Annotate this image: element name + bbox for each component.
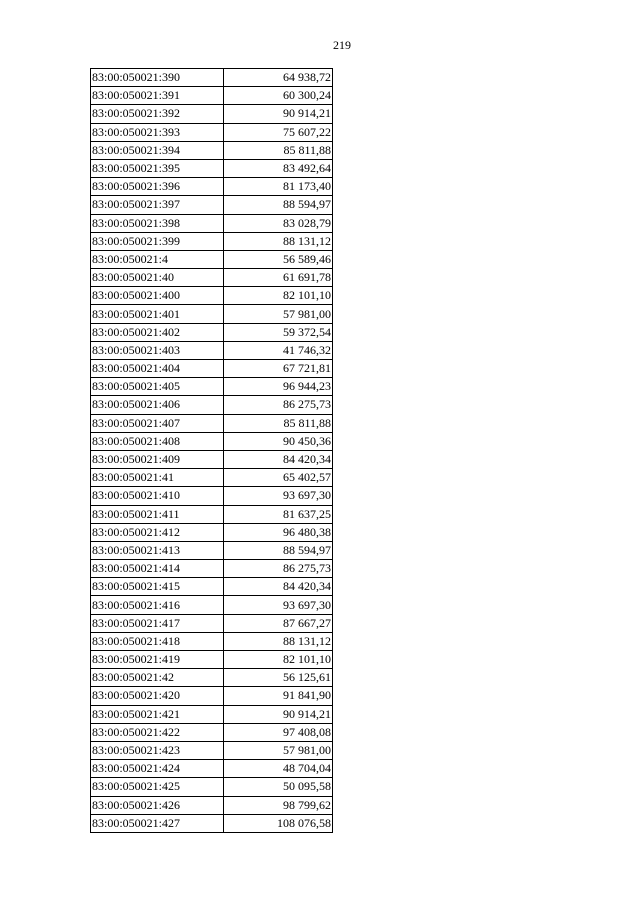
table-row bbox=[91, 632, 333, 650]
cadastral-number-cell: 83:00:050021:414 bbox=[91, 560, 224, 578]
cadastral-number-cell: 83:00:050021:402 bbox=[91, 323, 224, 341]
table-row bbox=[91, 232, 333, 250]
cadastral-value-cell: 96 944,23 bbox=[224, 378, 333, 396]
cadastral-value-cell: 81 173,40 bbox=[224, 178, 333, 196]
cadastral-value-cell: 61 691,78 bbox=[224, 269, 333, 287]
cadastral-value-cell: 86 275,73 bbox=[224, 560, 333, 578]
table-row bbox=[91, 287, 333, 305]
cadastral-number-cell: 83:00:050021:409 bbox=[91, 450, 224, 468]
cadastral-number-cell: 83:00:050021:427 bbox=[91, 814, 224, 832]
cadastral-value-cell: 97 408,08 bbox=[224, 723, 333, 741]
cadastral-number-cell: 83:00:050021:410 bbox=[91, 487, 224, 505]
table-row bbox=[91, 723, 333, 741]
table-row bbox=[91, 450, 333, 468]
cadastral-value-cell: 81 637,25 bbox=[224, 505, 333, 523]
table-row bbox=[91, 414, 333, 432]
cadastral-number-cell: 83:00:050021:412 bbox=[91, 523, 224, 541]
table-row bbox=[91, 305, 333, 323]
cadastral-number-cell: 83:00:050021:40 bbox=[91, 269, 224, 287]
cadastral-number-cell: 83:00:050021:411 bbox=[91, 505, 224, 523]
cadastral-value-cell: 88 594,97 bbox=[224, 541, 333, 559]
cadastral-value-cell: 91 841,90 bbox=[224, 687, 333, 705]
table-row bbox=[91, 141, 333, 159]
cadastral-number-cell: 83:00:050021:415 bbox=[91, 578, 224, 596]
cadastral-value-cell: 98 799,62 bbox=[224, 796, 333, 814]
table-row bbox=[91, 105, 333, 123]
cadastral-number-cell: 83:00:050021:426 bbox=[91, 796, 224, 814]
page-number: 219 bbox=[333, 38, 351, 52]
table-row bbox=[91, 396, 333, 414]
cadastral-value-cell: 50 095,58 bbox=[224, 778, 333, 796]
cadastral-value-cell: 82 101,10 bbox=[224, 287, 333, 305]
table-row bbox=[91, 196, 333, 214]
table-row bbox=[91, 487, 333, 505]
cadastral-number-cell: 83:00:050021:42 bbox=[91, 669, 224, 687]
table-body bbox=[91, 69, 333, 833]
table-row bbox=[91, 178, 333, 196]
cadastral-value-table bbox=[90, 68, 333, 833]
cadastral-value-cell: 90 914,21 bbox=[224, 105, 333, 123]
cadastral-value-cell: 86 275,73 bbox=[224, 396, 333, 414]
cadastral-number-cell: 83:00:050021:394 bbox=[91, 141, 224, 159]
cadastral-value-cell: 84 420,34 bbox=[224, 450, 333, 468]
cadastral-number-cell: 83:00:050021:416 bbox=[91, 596, 224, 614]
table-row bbox=[91, 214, 333, 232]
cadastral-number-cell: 83:00:050021:404 bbox=[91, 360, 224, 378]
cadastral-number-cell: 83:00:050021:425 bbox=[91, 778, 224, 796]
cadastral-number-cell: 83:00:050021:403 bbox=[91, 341, 224, 359]
cadastral-number-cell: 83:00:050021:417 bbox=[91, 614, 224, 632]
cadastral-value-cell: 75 607,22 bbox=[224, 123, 333, 141]
table-row bbox=[91, 741, 333, 759]
cadastral-value-cell: 57 981,00 bbox=[224, 741, 333, 759]
cadastral-number-cell: 83:00:050021:423 bbox=[91, 741, 224, 759]
cadastral-value-cell: 67 721,81 bbox=[224, 360, 333, 378]
cadastral-value-cell: 96 480,38 bbox=[224, 523, 333, 541]
cadastral-number-cell: 83:00:050021:406 bbox=[91, 396, 224, 414]
cadastral-number-cell: 83:00:050021:390 bbox=[91, 69, 224, 87]
cadastral-number-cell: 83:00:050021:408 bbox=[91, 432, 224, 450]
cadastral-value-cell: 83 492,64 bbox=[224, 159, 333, 177]
cadastral-value-cell: 60 300,24 bbox=[224, 87, 333, 105]
cadastral-number-cell: 83:00:050021:393 bbox=[91, 123, 224, 141]
cadastral-value-cell: 93 697,30 bbox=[224, 487, 333, 505]
table-row bbox=[91, 814, 333, 832]
cadastral-number-cell: 83:00:050021:421 bbox=[91, 705, 224, 723]
table-row bbox=[91, 123, 333, 141]
cadastral-value-cell: 41 746,32 bbox=[224, 341, 333, 359]
table-row bbox=[91, 760, 333, 778]
cadastral-value-cell: 82 101,10 bbox=[224, 651, 333, 669]
table-row bbox=[91, 705, 333, 723]
cadastral-number-cell: 83:00:050021:419 bbox=[91, 651, 224, 669]
table-row bbox=[91, 560, 333, 578]
cadastral-number-cell: 83:00:050021:396 bbox=[91, 178, 224, 196]
table-row bbox=[91, 69, 333, 87]
table-row bbox=[91, 360, 333, 378]
cadastral-value-cell: 88 131,12 bbox=[224, 232, 333, 250]
table-row bbox=[91, 614, 333, 632]
cadastral-value-cell: 87 667,27 bbox=[224, 614, 333, 632]
cadastral-value-cell: 84 420,34 bbox=[224, 578, 333, 596]
cadastral-value-cell: 93 697,30 bbox=[224, 596, 333, 614]
cadastral-number-cell: 83:00:050021:395 bbox=[91, 159, 224, 177]
cadastral-number-cell: 83:00:050021:392 bbox=[91, 105, 224, 123]
table-row bbox=[91, 578, 333, 596]
cadastral-number-cell: 83:00:050021:407 bbox=[91, 414, 224, 432]
table-row bbox=[91, 159, 333, 177]
cadastral-value-cell: 59 372,54 bbox=[224, 323, 333, 341]
cadastral-value-cell: 64 938,72 bbox=[224, 69, 333, 87]
cadastral-value-cell: 88 594,97 bbox=[224, 196, 333, 214]
cadastral-value-cell: 108 076,58 bbox=[224, 814, 333, 832]
cadastral-value-cell: 56 125,61 bbox=[224, 669, 333, 687]
table-row bbox=[91, 378, 333, 396]
table-row bbox=[91, 596, 333, 614]
cadastral-number-cell: 83:00:050021:397 bbox=[91, 196, 224, 214]
cadastral-value-cell: 85 811,88 bbox=[224, 141, 333, 159]
table-row bbox=[91, 778, 333, 796]
cadastral-number-cell: 83:00:050021:413 bbox=[91, 541, 224, 559]
cadastral-number-cell: 83:00:050021:405 bbox=[91, 378, 224, 396]
table-row bbox=[91, 523, 333, 541]
table-row bbox=[91, 796, 333, 814]
table-row bbox=[91, 269, 333, 287]
table-row bbox=[91, 87, 333, 105]
table-row bbox=[91, 469, 333, 487]
cadastral-value-cell: 65 402,57 bbox=[224, 469, 333, 487]
cadastral-value-cell: 88 131,12 bbox=[224, 632, 333, 650]
cadastral-number-cell: 83:00:050021:424 bbox=[91, 760, 224, 778]
table-row bbox=[91, 687, 333, 705]
table-row bbox=[91, 432, 333, 450]
table-row bbox=[91, 250, 333, 268]
cadastral-value-cell: 90 914,21 bbox=[224, 705, 333, 723]
cadastral-value-cell: 48 704,04 bbox=[224, 760, 333, 778]
cadastral-number-cell: 83:00:050021:420 bbox=[91, 687, 224, 705]
table-row bbox=[91, 651, 333, 669]
cadastral-number-cell: 83:00:050021:391 bbox=[91, 87, 224, 105]
cadastral-value-cell: 56 589,46 bbox=[224, 250, 333, 268]
table-row bbox=[91, 323, 333, 341]
table-row bbox=[91, 505, 333, 523]
cadastral-number-cell: 83:00:050021:400 bbox=[91, 287, 224, 305]
cadastral-number-cell: 83:00:050021:41 bbox=[91, 469, 224, 487]
cadastral-number-cell: 83:00:050021:422 bbox=[91, 723, 224, 741]
table-row bbox=[91, 541, 333, 559]
cadastral-number-cell: 83:00:050021:398 bbox=[91, 214, 224, 232]
table-row bbox=[91, 669, 333, 687]
table-row bbox=[91, 341, 333, 359]
cadastral-number-cell: 83:00:050021:401 bbox=[91, 305, 224, 323]
cadastral-value-cell: 83 028,79 bbox=[224, 214, 333, 232]
cadastral-value-cell: 85 811,88 bbox=[224, 414, 333, 432]
cadastral-number-cell: 83:00:050021:4 bbox=[91, 250, 224, 268]
cadastral-number-cell: 83:00:050021:418 bbox=[91, 632, 224, 650]
cadastral-value-cell: 90 450,36 bbox=[224, 432, 333, 450]
cadastral-number-cell: 83:00:050021:399 bbox=[91, 232, 224, 250]
cadastral-value-cell: 57 981,00 bbox=[224, 305, 333, 323]
